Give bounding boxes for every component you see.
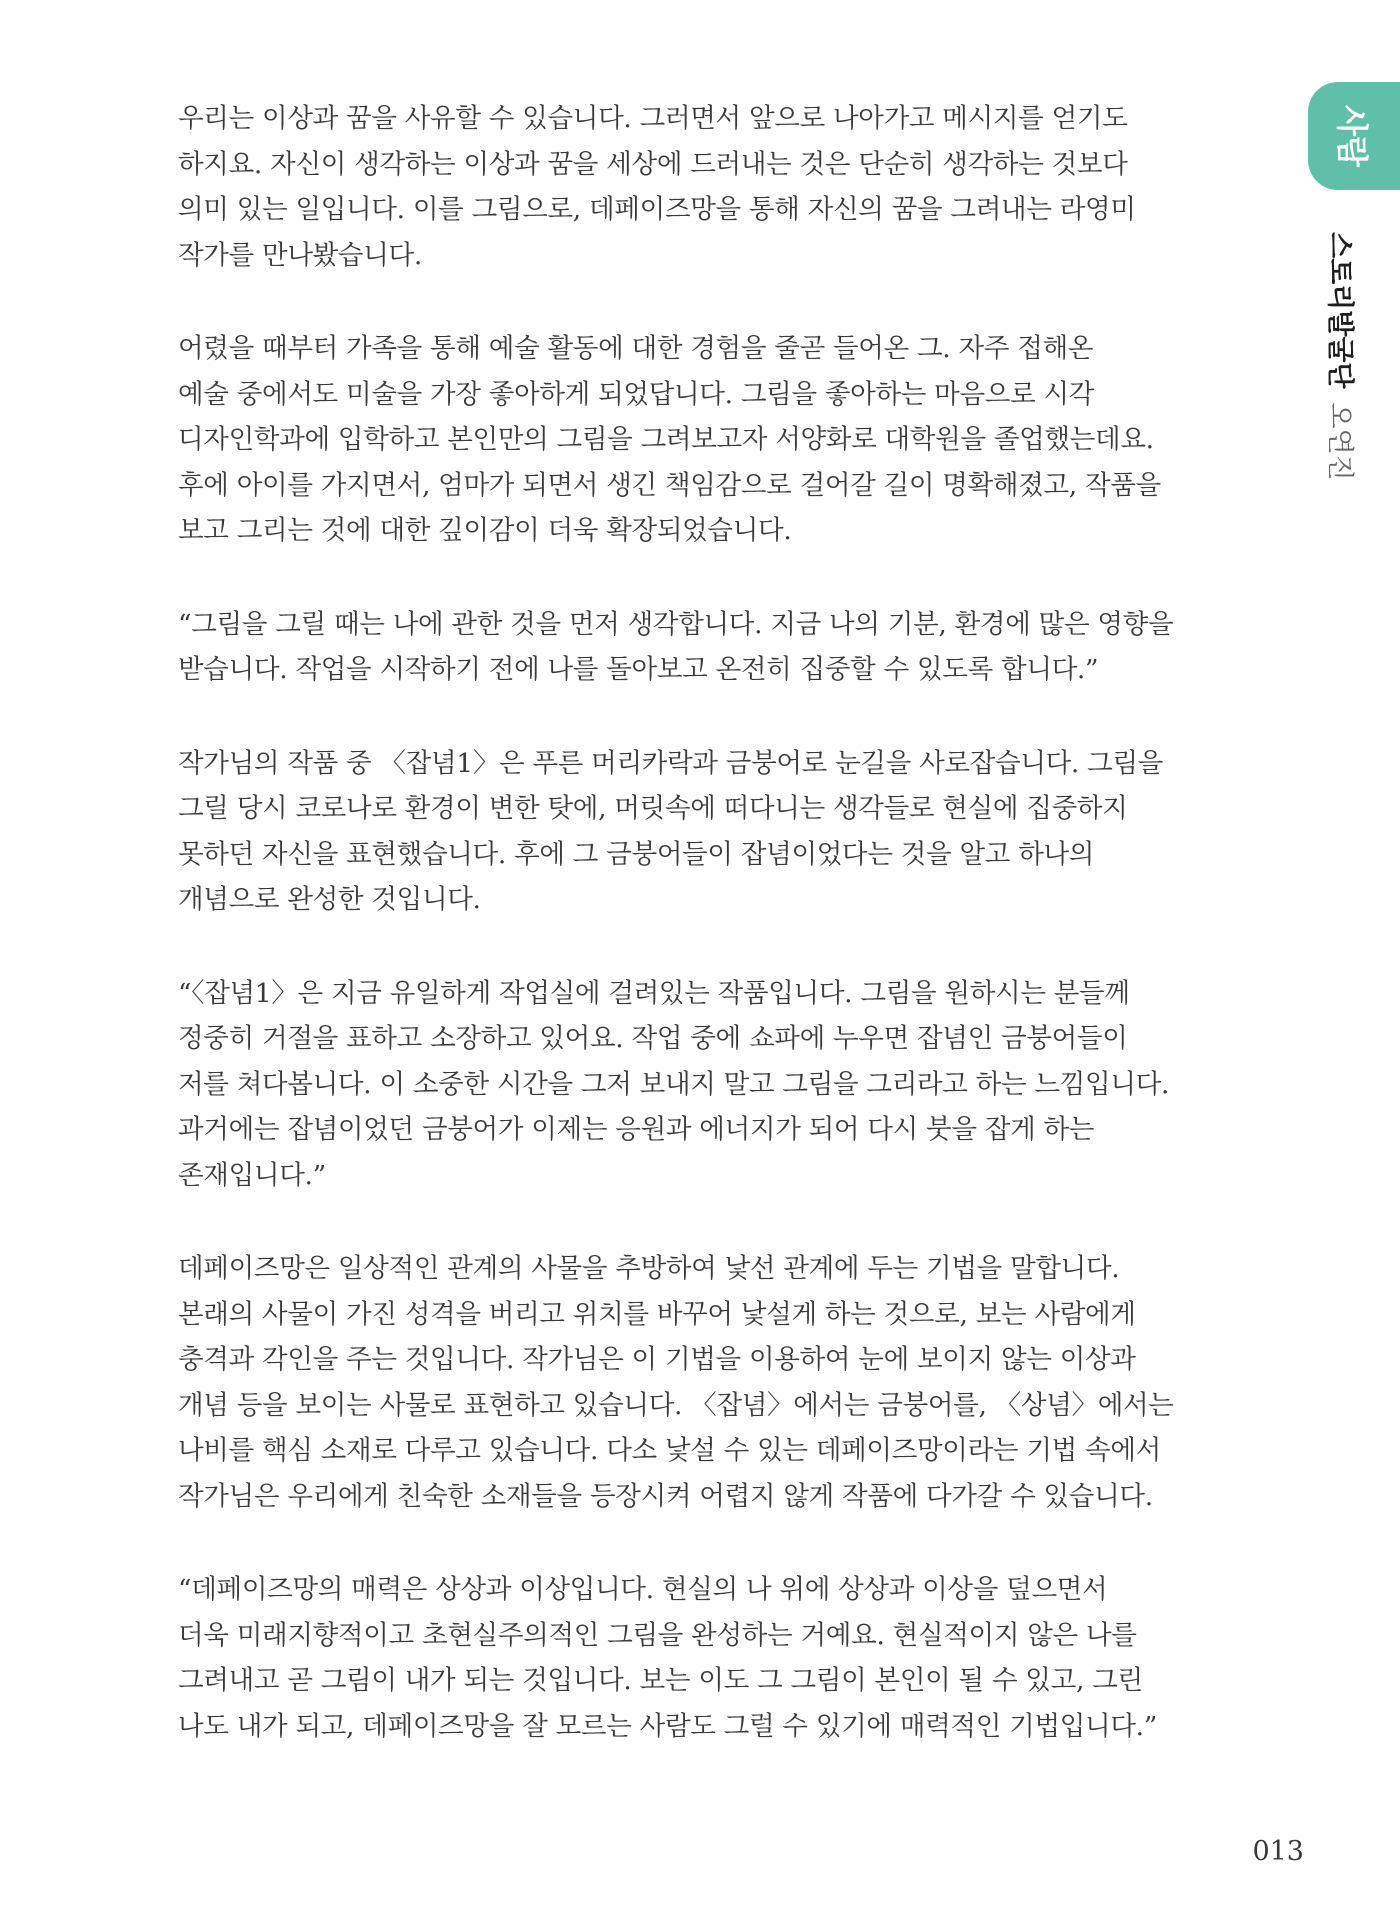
page-number: 013 — [1252, 1836, 1304, 1867]
paragraph — [178, 326, 1178, 554]
section-tab — [1308, 82, 1400, 190]
paragraph — [178, 96, 1178, 278]
author-name: 오연진 — [1324, 402, 1355, 481]
text-line: 하지요. 자신이 생각하는 이상과 꿈을 세상에 드러내는 것은 단순히 생각하는 것보다 — [178, 148, 1128, 180]
text-line: 개념으로 완성한 것입니다. — [178, 884, 481, 915]
quote-paragraph — [178, 971, 1178, 1199]
text-line: 못하던 자신을 표현했습니다. 후에 그 금붕어들이 잡념이었다는 것을 알고 하나의 — [178, 838, 1095, 870]
text-line: “그림을 그릴 때는 나에 관한 것을 먼저 생각합니다. 지금 나의 기분, 환경에 많은 영향을 — [178, 608, 1174, 640]
text-line: 어렸을 때부터 가족을 통해 예술 활동에 대한 경험을 줄곧 들어온 그. 자주 접해온 — [178, 333, 1094, 364]
text-line: 의미 있는 일입니다. 이를 그림으로, 데페이즈망을 통해 자신의 꿈을 그려내는 라영미 — [178, 194, 1136, 225]
text-line: 본래의 사물이 가진 성격을 버리고 위치를 바꾸어 낯설게 하는 것으로, 보는 사람에게 — [178, 1298, 1136, 1330]
paragraph — [178, 741, 1178, 923]
text-line: 우리는 이상과 꿈을 사유할 수 있습니다. 그러면서 앞으로 나아가고 메시지를 얻기도 — [178, 103, 1128, 134]
text-line: 개념 등을 보이는 사물로 표현하고 있습니다. 〈잡념〉에서는 금붕어를, 〈상념〉에서는 — [178, 1389, 1174, 1421]
text-line: 저를 쳐다봅니다. 이 소중한 시간을 그저 보내지 말고 그림을 그리라고 하는 느낌입니다. — [178, 1068, 1170, 1100]
text-line: 후에 아이를 가지면서, 엄마가 되면서 생긴 책임감으로 걸어갈 길이 명확해졌고, 작품을 — [178, 469, 1161, 501]
quote-paragraph — [178, 1567, 1178, 1749]
article-body — [178, 96, 1178, 1797]
section-label: 사람 — [1333, 105, 1371, 167]
text-line: 작가님의 작품 중 〈잡념1〉은 푸른 머리카락과 금붕어로 눈길을 사로잡습니다. 그림을 — [178, 747, 1164, 779]
quote-paragraph — [178, 602, 1178, 693]
text-line: 보고 그리는 것에 대한 깊이감이 더욱 확장되었습니다. — [178, 515, 792, 546]
text-line: 정중히 거절을 표하고 소장하고 있어요. 작업 중에 쇼파에 누우면 잡념인 금붕어들이 — [178, 1023, 1128, 1054]
text-line: 데페이즈망은 일상적인 관계의 사물을 추방하여 낯선 관계에 두는 기법을 말합니다. — [178, 1253, 1120, 1284]
side-running-title — [1324, 232, 1354, 481]
text-line: 그려내고 곧 그림이 내가 되는 것입니다. 보는 이도 그 그림이 본인이 될 수 있고, 그린 — [178, 1665, 1143, 1696]
text-line: 과거에는 잡념이었던 금붕어가 이제는 응원과 에너지가 되어 다시 붓을 잡게 하는 — [178, 1114, 1095, 1145]
text-line: 디자인학과에 입학하고 본인만의 그림을 그려보고자 서양화로 대학원을 졸업했는데요. — [178, 424, 1154, 455]
text-line: 나도 내가 되고, 데페이즈망을 잘 모르는 사람도 그럴 수 있기에 매력적인 기법입니다.” — [178, 1710, 1158, 1742]
text-line: 나비를 핵심 소재로 다루고 있습니다. 다소 낯설 수 있는 데페이즈망이라는 기법 속에서 — [178, 1435, 1161, 1466]
series-title: 스토리발굴단 — [1324, 232, 1355, 389]
text-line: “〈잡념1〉은 지금 유일하게 작업실에 걸려있는 작품입니다. 그림을 원하시는 분들께 — [178, 977, 1130, 1009]
text-line: 충격과 각인을 주는 것입니다. 작가님은 이 기법을 이용하여 눈에 보이지 않는 이상과 — [178, 1344, 1136, 1375]
text-line: 그릴 당시 코로나로 환경이 변한 탓에, 머릿속에 떠다니는 생각들로 현실에 집중하지 — [178, 793, 1128, 824]
text-line: “데페이즈망의 매력은 상상과 이상입니다. 현실의 나 위에 상상과 이상을 덮으면서 — [178, 1574, 1108, 1605]
text-line: 작가님은 우리에게 친숙한 소재들을 등장시켜 어렵지 않게 작품에 다가갈 수 있습니다. — [178, 1480, 1153, 1512]
text-line: 작가를 만나봤습니다. — [178, 239, 422, 271]
paragraph — [178, 1246, 1178, 1519]
text-line: 예술 중에서도 미술을 가장 좋아하게 되었답니다. 그림을 좋아하는 마음으로 시각 — [178, 378, 1095, 410]
text-line: 존재입니다.” — [178, 1159, 326, 1191]
text-line: 더욱 미래지향적이고 초현실주의적인 그림을 완성하는 거예요. 현실적이지 않은 나를 — [178, 1619, 1137, 1651]
text-line: 받습니다. 작업을 시작하기 전에 나를 돌아보고 온전히 집중할 수 있도록 합니다.” — [178, 654, 1099, 685]
